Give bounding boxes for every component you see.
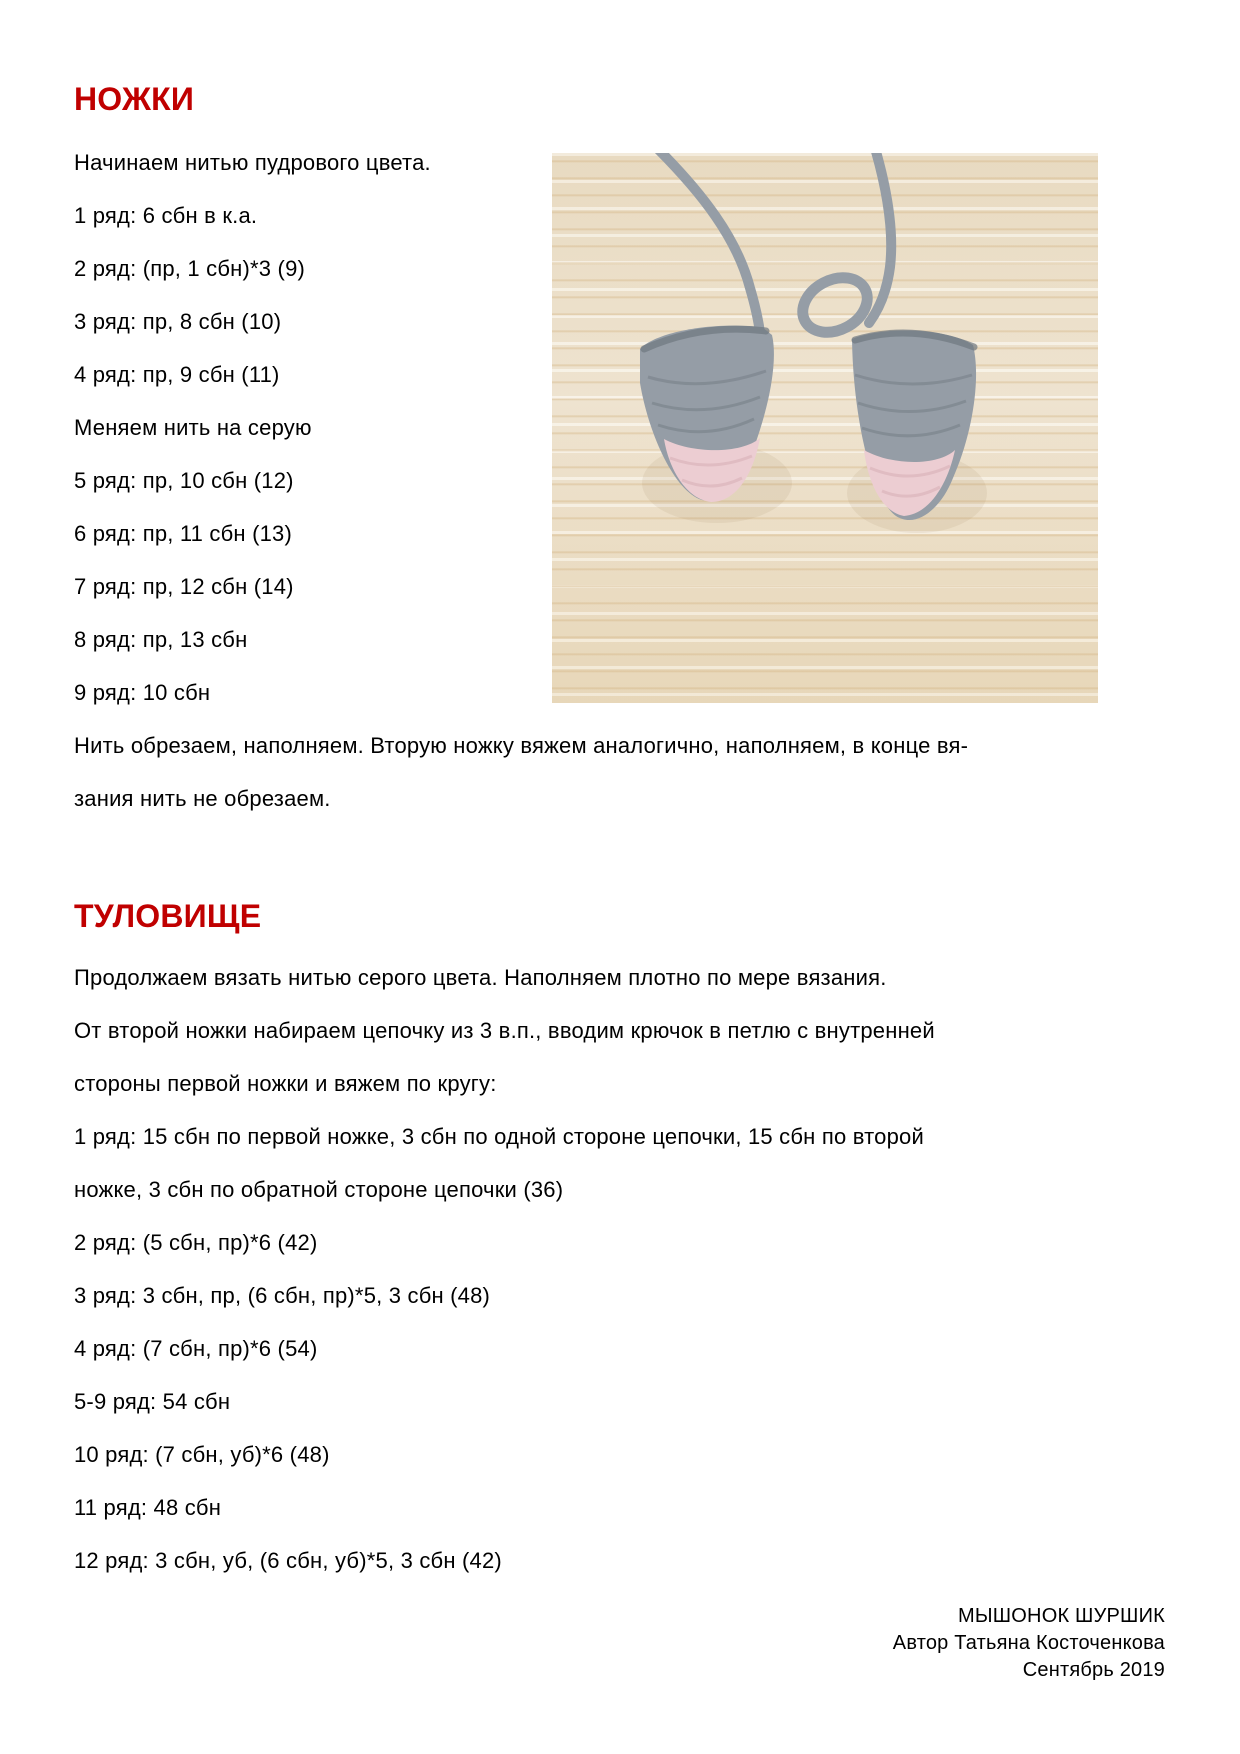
pattern-line: 12 ряд: 3 сбн, уб, (6 сбн, уб)*5, 3 сбн (42) xyxy=(74,1548,502,1573)
pattern-line: 9 ряд: 10 сбн xyxy=(74,680,211,705)
footer-date: Сентябрь 2019 xyxy=(1022,1659,1165,1681)
pattern-line: зания нить не обрезаем. xyxy=(74,786,331,811)
footer-title: МЫШОНОК ШУРШИК xyxy=(958,1605,1165,1627)
pattern-line: стороны первой ножки и вяжем по кругу: xyxy=(74,1071,497,1096)
pattern-line: 3 ряд: 3 сбн, пр, (6 сбн, пр)*5, 3 сбн (48) xyxy=(74,1283,491,1308)
yarn-loop xyxy=(793,267,877,343)
pattern-line: 3 ряд: пр, 8 сбн (10) xyxy=(74,309,282,334)
pattern-line: Продолжаем вязать нитью серого цвета. Наполняем плотно по мере вязания. xyxy=(74,965,887,990)
pattern-line: 4 ряд: пр, 9 сбн (11) xyxy=(74,362,280,387)
pattern-line: 7 ряд: пр, 12 сбн (14) xyxy=(74,574,294,599)
pattern-line: 1 ряд: 6 сбн в к.а. xyxy=(74,203,258,228)
footer-author: Автор Татьяна Косточенкова xyxy=(892,1632,1165,1654)
pattern-line: Меняем нить на серую xyxy=(74,415,312,440)
document-footer xyxy=(893,1603,1165,1684)
section-title-legs: НОЖКИ xyxy=(74,81,195,117)
pattern-line: 1 ряд: 15 сбн по первой ножке, 3 сбн по одной стороне цепочки, 15 сбн по второй xyxy=(74,1124,924,1149)
photo-crochet-legs xyxy=(552,153,1098,703)
pattern-line: 4 ряд: (7 сбн, пр)*6 (54) xyxy=(74,1336,318,1361)
pattern-line: 5-9 ряд: 54 сбн xyxy=(74,1389,231,1414)
pattern-line: 5 ряд: пр, 10 сбн (12) xyxy=(74,468,294,493)
pattern-line: 11 ряд: 48 сбн xyxy=(74,1495,222,1520)
yarn-strand-left xyxy=(657,153,760,333)
pattern-line: 2 ряд: (пр, 1 сбн)*3 (9) xyxy=(74,256,306,281)
pattern-line: От второй ножки набираем цепочку из 3 в.п., вводим крючок в петлю с внутренней xyxy=(74,1018,935,1043)
pattern-line: ножке, 3 сбн по обратной стороне цепочки (36) xyxy=(74,1177,564,1202)
pattern-line: 10 ряд: (7 сбн, уб)*6 (48) xyxy=(74,1442,330,1467)
crochet-pieces-illustration xyxy=(552,153,1098,703)
pattern-line: 6 ряд: пр, 11 сбн (13) xyxy=(74,521,293,546)
pattern-line: 8 ряд: пр, 13 сбн xyxy=(74,627,248,652)
pattern-line: Начинаем нитью пудрового цвета. xyxy=(74,150,431,175)
section-title-body: ТУЛОВИЩЕ xyxy=(74,898,262,934)
pattern-line: 2 ряд: (5 сбн, пр)*6 (42) xyxy=(74,1230,318,1255)
body-instructions xyxy=(74,951,935,1587)
pattern-line: Нить обрезаем, наполняем. Вторую ножку вяжем аналогично, наполняем, в конце вя- xyxy=(74,733,969,758)
